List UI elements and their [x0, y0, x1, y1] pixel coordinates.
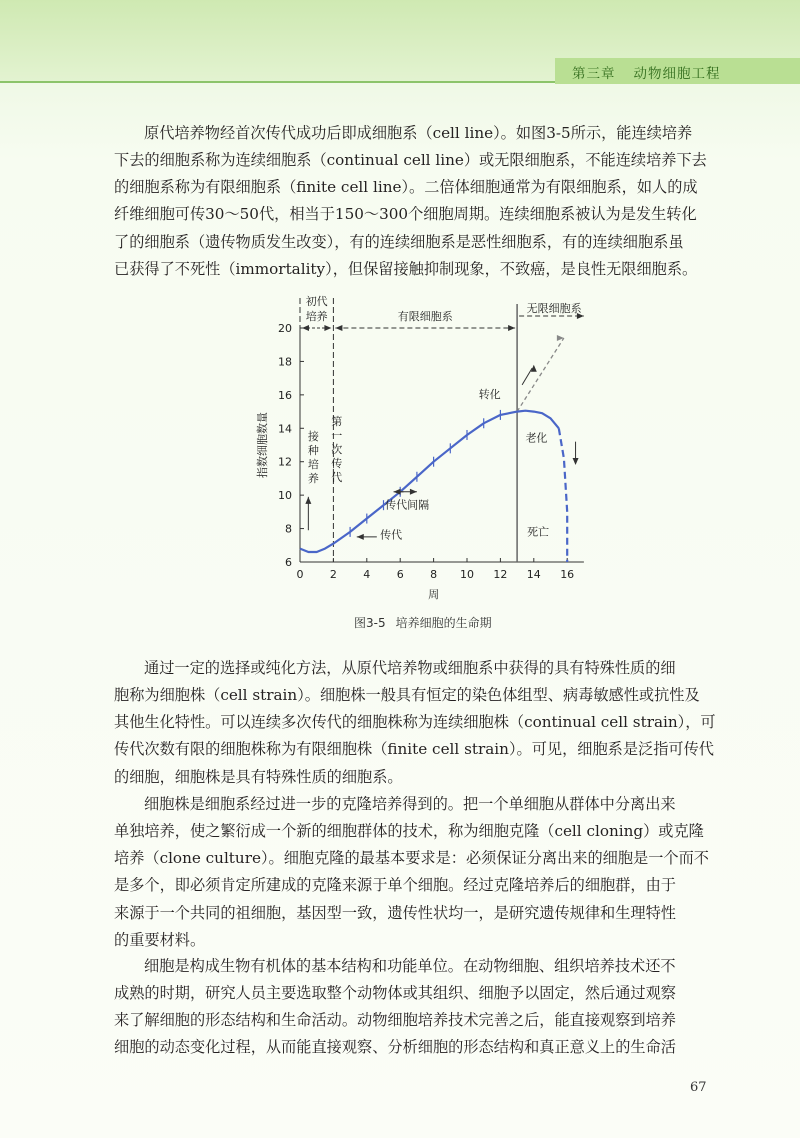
arrow-head	[508, 325, 515, 331]
phase-label-infinite: 无限细胞系	[526, 302, 582, 315]
page-number: 67	[690, 1080, 707, 1095]
decline-curve	[559, 428, 567, 562]
y-tick-label: 10	[278, 489, 292, 503]
paragraph-observation-cont	[114, 980, 714, 1062]
figure-number: 图3-5	[354, 616, 386, 630]
annotation-first-passage: 代	[331, 470, 343, 484]
arrow-head	[357, 534, 364, 540]
paragraph-cell-strain	[114, 655, 714, 682]
paragraph-cell-line	[114, 120, 714, 147]
x-tick-label: 6	[396, 568, 404, 581]
chapter-number: 第三章	[572, 66, 616, 82]
text-line: 下去的细胞系称为连续细胞系（continual cell line）或无限细胞系，不能连续培养下去	[114, 151, 707, 169]
x-axis-label: 周	[428, 588, 440, 601]
chapter-header	[572, 62, 721, 82]
chapter-title: 动物细胞工程	[633, 66, 721, 82]
annotation-inoculation: 接	[307, 429, 319, 443]
text-line: 了的细胞系（遗传物质发生改变），有的连续细胞系是恶性细胞系，有的连续细胞系虽	[114, 232, 684, 251]
y-tick-label: 6	[285, 556, 292, 569]
annotation-first-passage: 传	[331, 456, 343, 470]
cell-lifespan-chart	[250, 290, 590, 610]
x-tick-label: 14	[526, 568, 541, 581]
text-line: 已获得了不死性（immortality），但保留接触抑制现象，不致癌，是良性无限细胞系。	[114, 259, 698, 278]
text-line: 细胞是构成生物有机体的基本结构和功能单位。在动物细胞、组织培养技术还不	[144, 957, 676, 975]
y-tick-label: 12	[278, 455, 292, 469]
arrow-head	[302, 325, 309, 331]
x-tick-label: 2	[329, 568, 337, 581]
paragraph-cloning	[114, 791, 714, 818]
text-line: 的细胞，细胞株是具有特殊性质的细胞系。	[114, 767, 403, 786]
text-line: 细胞的动态变化过程，从而能直接观察、分析细胞的形态结构和真正意义上的生命活	[114, 1038, 676, 1057]
text-line: 培养（clone culture）。细胞克隆的最基本要求是：必须保证分离出来的细胞是一个而不	[114, 849, 709, 868]
annotation-inoculation: 养	[307, 471, 319, 485]
text-line: 的重要材料。	[114, 930, 206, 949]
paragraph-cloning-cont	[114, 818, 714, 954]
x-tick-label: 10	[460, 568, 474, 581]
text-line: 来源于一个共同的祖细胞，基因型一致，遗传性状均一，是研究遗传规律和生理特性	[114, 903, 676, 922]
arrow-head	[335, 325, 342, 331]
arrow-head	[324, 325, 331, 331]
annotation-death: 死亡	[527, 525, 550, 539]
annotation-transformation: 转化	[478, 388, 501, 402]
x-tick-label: 0	[296, 568, 304, 581]
y-tick-label: 18	[278, 355, 292, 369]
annotation-passage: 传代	[380, 528, 403, 542]
transformation-line	[517, 338, 564, 412]
y-tick-label: 14	[278, 422, 292, 436]
paragraph-observation	[114, 953, 714, 980]
arrow-head	[305, 497, 311, 504]
arrow-head	[410, 489, 417, 495]
figure-title: 培养细胞的生命期	[395, 616, 492, 630]
annotation-first-passage: 一	[331, 428, 343, 442]
x-tick-label: 16	[560, 568, 575, 581]
phase-label-primary: 培养	[305, 310, 328, 323]
annotation-inoculation: 培	[307, 457, 319, 471]
figure-caption	[354, 614, 492, 631]
x-tick-label: 4	[363, 568, 371, 581]
text-line: 胞称为细胞株（cell strain）。细胞株一般具有恒定的染色体组型、病毒敏感性或抗性及	[114, 686, 700, 704]
phase-label-primary: 初代	[305, 295, 328, 308]
y-axis-label: 指数细胞数量	[256, 412, 269, 478]
paragraph-cell-line-cont	[114, 147, 714, 283]
text-line: 是多个，即必须肯定所建成的克隆来源于单个细胞。经过克隆培养后的细胞群，由于	[114, 876, 676, 895]
text-line: 传代次数有限的细胞株称为有限细胞株（finite cell strain）。可见，细胞系是泛指可传代	[114, 740, 714, 759]
transform-arrow	[522, 368, 532, 385]
text-line: 原代培养物经首次传代成功后即成细胞系（cell line）。如图3-5所示，能连续培养	[144, 124, 693, 142]
y-tick-label: 16	[278, 388, 292, 402]
paragraph-cell-strain-cont	[114, 682, 714, 791]
annotation-first-passage: 第	[331, 414, 343, 428]
text-line: 的细胞系称为有限细胞系（finite cell line）。二倍体细胞通常为有限细胞系，如人的成	[114, 178, 698, 197]
arrow-head	[573, 458, 579, 465]
text-line: 来了解细胞的形态结构和生命活动。动物细胞培养技术完善之后，能直接观察到培养	[114, 1011, 676, 1030]
y-tick-label: 20	[278, 322, 292, 335]
phase-label-finite: 有限细胞系	[397, 310, 453, 323]
text-line: 通过一定的选择或纯化方法，从原代培养物或细胞系中获得的具有特殊性质的细	[144, 659, 676, 677]
text-line: 单独培养，使之繁衍成一个新的细胞群体的技术，称为细胞克隆（cell cloning）或克隆	[114, 822, 704, 840]
text-line: 纤维细胞可传30～50代，相当于150～300个细胞周期。连续细胞系被认为是发生转化	[114, 205, 697, 224]
x-tick-label: 8	[430, 568, 438, 581]
text-line: 其他生化特性。可以连续多次传代的细胞株称为连续细胞株（continual cell strain），可	[114, 713, 716, 732]
annotation-first-passage: 次	[331, 442, 343, 456]
text-line: 细胞株是细胞系经过进一步的克隆培养得到的。把一个单细胞从群体中分离出来	[144, 795, 676, 813]
annotation-inoculation: 种	[307, 443, 319, 457]
annotation-passage-interval: 传代间隔	[385, 498, 430, 512]
annotation-senescence: 老化	[525, 431, 548, 445]
y-tick-label: 8	[285, 522, 292, 536]
text-line: 成熟的时期，研究人员主要选取整个动物体或其组织、细胞予以固定，然后通过观察	[114, 984, 676, 1002]
x-tick-label: 12	[493, 568, 508, 581]
